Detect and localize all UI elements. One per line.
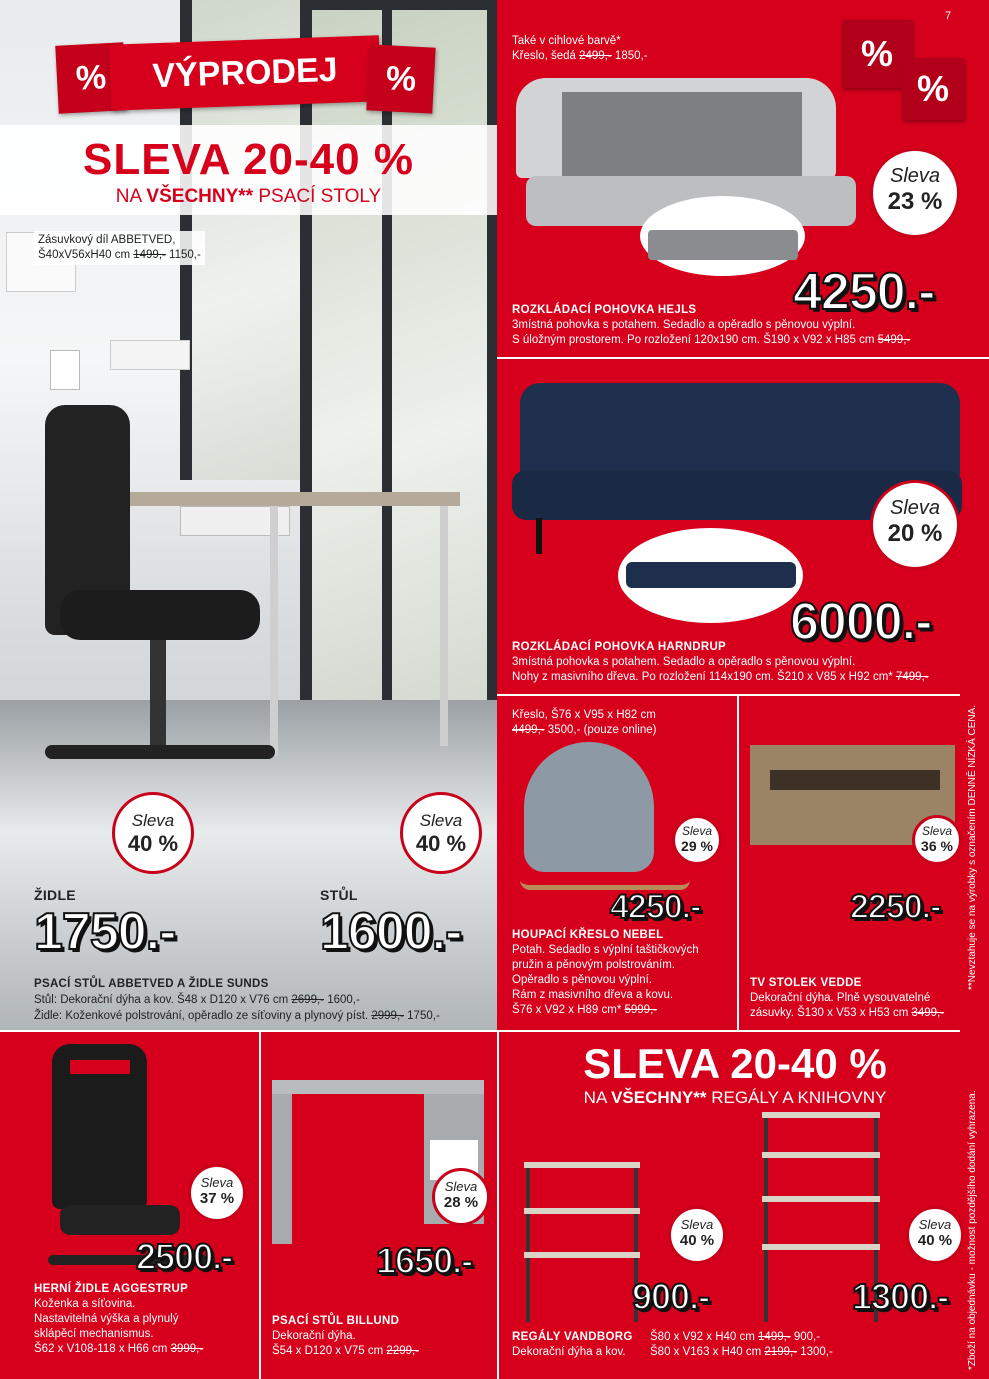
billund-old-price: 2299,- [386,1345,420,1357]
desk-top [130,492,460,506]
hejls-line2 [512,333,952,348]
shelf-board [524,1252,640,1258]
nebel-chair-shell [524,742,654,872]
billund-title: PSACÍ STŮL BILLUND [272,1315,400,1327]
spec-dims: Š80 x V92 x H40 cm [650,1331,759,1343]
page-number: 7 [945,10,952,22]
discount-pct: 36 % [921,838,953,854]
shelves-headline: SLEVA 20-40 % [583,1040,887,1087]
vedde-price: 2250.- [850,888,941,926]
drawer-note-line1: Zásuvkový díl ABBETVED, [38,234,176,246]
sleva-label: Sleva [680,1217,714,1232]
shelves-subheadline [510,1088,960,1108]
sub-bold: VŠECHNY** [611,1088,707,1107]
sale-banner: VÝPRODEJ [109,35,381,110]
armchair-new-price: 1850,- [611,50,648,62]
aggestrup-line4 [34,1342,254,1357]
shelves-description [512,1330,652,1360]
hejls-bed-mini [648,230,798,260]
hejls-price: 4250.- [793,263,935,321]
section-divider [497,694,960,696]
harndrup-old-price: 7499,- [895,671,929,683]
desk-spec: Stůl: Dekorační dýha a kov. Š48 x D120 x V76 cm [34,994,292,1006]
spec-new-price: 1300,- [797,1346,833,1358]
sleva-label: Sleva [681,824,713,838]
harndrup-spec: Nohy z masivního dřeva. Po rozložení 114x190 cm. Š210 x V85 x H92 cm* [512,671,896,683]
spec-old-price: 1499,- [758,1331,791,1343]
harndrup-description [512,640,952,685]
vedde-title: TV STOLEK VEDDE [750,977,862,989]
sleva-label: Sleva [444,1179,478,1194]
sleva-label: Sleva [921,824,953,838]
desk-price: 1600.- [320,903,462,961]
percent-tag-left: % [55,42,126,113]
nebel-note-line2 [512,723,657,738]
chair-discount-bubble [112,792,194,874]
sub-post: REGÁLY A KNIHOVNY [706,1088,887,1107]
hero-desc-line2 [34,1008,494,1024]
shelf-tall-price: 1300.- [852,1276,949,1317]
drawer-note [34,231,205,265]
section-divider-vertical [737,694,739,1030]
office-chair-seat [60,590,260,640]
sleva-label: Sleva [889,497,941,519]
hejls-spec: S úložným prostorem. Po rozložení 120x190 cm. Š190 x V92 x H85 cm [512,334,878,346]
nebel-old-price: 5999,- [624,1004,658,1016]
nebel-note [512,708,657,738]
harndrup-bed-mini [626,562,796,588]
hejls-note-line2 [512,49,648,64]
desk-discount-bubble [400,792,482,874]
billund-desk-side [272,1094,292,1244]
harndrup-line1: 3místná pohovka s potahem. Sedadlo a opěradlo s pěnovou výplní. [512,656,856,668]
sleva-label: Sleva [200,1175,234,1190]
section-divider-vertical [497,1032,499,1379]
aggestrup-chair-seat [60,1205,180,1235]
vedde-line1: Dekorační dýha. Plně vysouvatelné [750,992,931,1004]
nebel-description [512,928,732,1018]
hero-description [34,976,494,1024]
shelves-specs [650,1330,950,1360]
desk-label: STŮL [320,887,358,903]
aggestrup-spec: Š62 x V108-118 x H66 cm [34,1343,171,1355]
discount-pct: 20 % [887,520,943,547]
chair-price: 1750.- [34,903,176,961]
percent-tag-right: % [366,44,435,113]
billund-spec: Š54 x D120 x V75 cm [272,1345,387,1357]
nebel-line2: pružin a pěnovým polstrováním. [512,959,675,971]
shelf-board [524,1208,640,1214]
discount-pct: 37 % [199,1190,235,1207]
sub-bold: VŠECHNY** [146,186,254,207]
harndrup-line2 [512,670,952,685]
hejls-description [512,303,952,348]
billund-desk-top [272,1080,484,1094]
aggestrup-line2: Nastavitelná výška a plynulý [34,1313,179,1325]
vedde-shelf-opening [770,770,940,790]
sleva-label: Sleva [419,811,463,830]
nebel-line4: Rám z masivního dřeva a kovu. [512,989,674,1001]
side-note-bottom: *Zboží na objednávku - možnost pozdějšího dodání vyhrazena. [967,1090,978,1370]
aggestrup-line3: sklápěcí mechanismus. [34,1328,154,1340]
shelves-spec1 [650,1330,950,1345]
shelves-line1: Dekorační dýha a kov. [512,1346,626,1358]
hejls-note-line1: Také v cihlové barvě* [512,35,621,47]
discount-pct: 28 % [443,1194,479,1211]
nebel-price: 4250.- [610,888,701,926]
nebel-line1: Potah. Sedadlo s výplní taštičkových [512,944,699,956]
billund-price: 1650.- [376,1240,473,1281]
hejls-old-price: 5499,- [877,334,911,346]
shelf-board [524,1162,640,1168]
desks-subheadline [0,186,497,208]
shelf-board [762,1196,880,1202]
section-divider [0,1030,960,1032]
harndrup-price: 6000.- [790,593,932,651]
percent-tag: % [842,20,912,88]
shelves-spec2 [650,1345,950,1360]
section-divider [497,357,989,359]
spec-old-price: 2199,- [764,1346,798,1358]
armchair-label: Křeslo, šedá [512,50,580,62]
sleva-label: Sleva [918,1217,952,1232]
spec-new-price: 900,- [790,1331,821,1343]
discount-pct: 40 % [917,1232,953,1249]
drawer-old-price: 1499,- [133,249,166,261]
desk-new-price: 1600,- [324,994,360,1006]
harndrup-title: ROZKLÁDACÍ POHOVKA HARNDRUP [512,641,727,653]
nebel-title: HOUPACÍ KŘESLO NEBEL [512,929,664,941]
aggestrup-line1: Koženka a síťovina. [34,1298,136,1310]
chair-old-price: 2999,- [371,1010,404,1022]
vedde-description [750,976,960,1021]
sub-post: PSACÍ STOLY [253,186,382,207]
nebel-discount-bubble [672,815,722,865]
sofa-leg [536,518,542,554]
billund-description [272,1314,492,1359]
section-divider-vertical [259,1032,261,1379]
office-chair-base [45,745,275,759]
shelf-board [762,1152,880,1158]
shelves-title: REGÁLY VANDBORG [512,1331,633,1343]
vedde-discount-bubble [912,815,962,865]
shelf-board [762,1112,880,1118]
billund-line1: Dekorační dýha. [272,1330,356,1342]
discount-pct: 40 % [415,831,467,856]
chair-label: ŽIDLE [34,887,76,903]
hejls-title: ROZKLÁDACÍ POHOVKA HEJLS [512,304,697,316]
aggestrup-price: 2500.- [136,1236,233,1277]
desk-leg [440,506,448,746]
discount-pct: 40 % [679,1232,715,1249]
office-chair-stem [150,640,166,750]
shelf-post [764,1112,768,1322]
shelf-small-discount-bubble [668,1206,726,1264]
harndrup-sofa-back-right [705,383,960,478]
vedde-line2 [750,1006,960,1021]
hejls-discount-bubble [870,148,960,238]
aggestrup-discount-bubble [188,1164,246,1222]
nebel-note-rest: 3500,- (pouze online) [544,724,657,736]
chair-spec: Židle: Koženkové polstrování, opěradlo ze síťoviny a plynový píst. [34,1010,372,1022]
nebel-line5 [512,1003,732,1018]
aggestrup-description [34,1282,254,1357]
discount-pct: 23 % [887,188,943,215]
percent-tag: % [902,58,964,120]
desk-old-price: 2699,- [291,994,324,1006]
shelf-post [526,1162,530,1322]
hejls-note [512,34,648,64]
sub-pre: NA [115,186,147,207]
drawer-note-line2 [38,248,201,263]
billund-line2 [272,1344,492,1359]
desk-leg [270,506,278,756]
aggestrup-old-price: 3999,- [170,1343,204,1355]
shelf-tall-discount-bubble [906,1206,964,1264]
chair-new-price: 1750,- [403,1010,440,1022]
nebel-line3: Opěradlo s pěnovou výplní. [512,974,653,986]
shelf-small-price: 900.- [632,1276,710,1317]
desks-headline: SLEVA 20-40 % [83,135,414,184]
wall-picture [50,350,80,390]
billund-discount-bubble [432,1168,490,1226]
aggestrup-title: HERNÍ ŽIDLE AGGESTRUP [34,1283,189,1295]
harndrup-discount-bubble [870,480,960,570]
discount-pct: 29 % [681,838,713,854]
spec-dims: Š80 x V163 x H40 cm [650,1346,765,1358]
drawer-spec: Š40xV56xH40 cm [38,249,134,261]
shelf-board [762,1244,880,1250]
vedde-old-price: 3499,- [911,1007,945,1019]
hero-desc-line1 [34,992,494,1008]
sleva-label: Sleva [889,165,941,187]
nebel-note-line1: Křeslo, Š76 x V95 x H82 cm [512,709,656,721]
sleva-label: Sleva [131,811,175,830]
sub-pre: NA [583,1088,612,1107]
side-note-top: **Nevztahuje se na výrobky s označením DENNĚ NÍZKÁ CENA. [967,704,978,990]
aggestrup-accent [70,1060,130,1074]
nebel-note-old: 4499,- [512,724,545,736]
window-pane [312,10,382,710]
armchair-old-price: 2499,- [579,50,612,62]
wall-shelf [110,340,190,370]
drawer-new-price: 1150,- [165,249,201,261]
nebel-spec: Š76 x V92 x H89 cm* [512,1004,625,1016]
hejls-sofa-upholstery [562,92,802,180]
hero-desc-title: PSACÍ STŮL ABBETVED A ŽIDLE SUNDS [34,978,269,990]
discount-pct: 40 % [127,831,179,856]
hejls-line1: 3místná pohovka s potahem. Sedadlo a opěradlo s pěnovou výplní. [512,319,856,331]
vedde-spec: zásuvky. Š130 x V53 x H53 cm [750,1007,912,1019]
